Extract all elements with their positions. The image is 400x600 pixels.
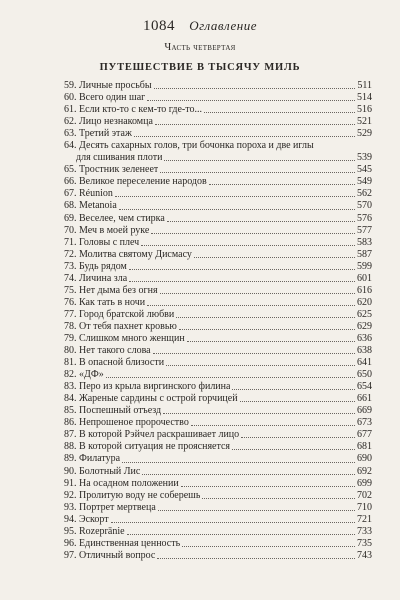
dot-leader (176, 317, 355, 318)
toc-entry-page: 721 (357, 513, 372, 525)
toc-entry (64, 417, 372, 429)
toc-entry-page: 638 (357, 345, 372, 357)
toc-entry-page: 562 (357, 188, 372, 200)
dot-leader (155, 124, 355, 125)
toc-entry-page: 511 (357, 80, 372, 91)
dot-leader (191, 425, 355, 426)
toc-entry (64, 237, 372, 249)
toc-entry-title: 94. Эскорт (64, 513, 109, 525)
toc-entry-page: 576 (357, 212, 372, 224)
toc-entry-page: 654 (357, 381, 372, 393)
toc-entry-page: 516 (357, 104, 372, 116)
toc-entry-title: 65. Тростник зеленеет (64, 164, 159, 176)
dot-leader (232, 449, 355, 450)
toc-entry-title: 95. Rozeprānie (64, 525, 125, 537)
toc-entry (64, 261, 372, 273)
toc-entry (64, 164, 372, 176)
toc-entry-title: 77. Город братской любви (64, 308, 175, 320)
toc-entry (64, 152, 372, 164)
toc-entry-title: 75. Нет дыма без огня (64, 284, 158, 296)
toc-entry-title: 96. Единственная ценность (64, 537, 181, 549)
toc-entry-page: 570 (357, 200, 372, 212)
dot-leader (164, 160, 355, 161)
toc-entry (64, 490, 372, 502)
toc-entry-page: 599 (357, 260, 372, 272)
toc-entry (64, 176, 372, 188)
toc-entry-title: 85. Поспешный отъезд (64, 405, 162, 417)
toc-entry (64, 333, 372, 345)
dot-leader (153, 353, 355, 354)
running-title: Оглавление (189, 18, 257, 33)
toc-entry (64, 466, 372, 478)
toc-entry-page: 629 (357, 320, 372, 332)
toc-entry (64, 538, 372, 550)
dot-leader (154, 88, 356, 89)
toc-entry-page: 692 (357, 465, 372, 477)
page-number: 1084 (143, 18, 175, 34)
toc-entry-page: 669 (357, 405, 372, 417)
toc-entry-page: 743 (357, 549, 372, 561)
toc-entry-page: 529 (357, 128, 372, 140)
toc-entry (64, 140, 372, 152)
toc-entry (64, 321, 372, 333)
dot-leader (182, 546, 355, 547)
toc-entry-page: 673 (357, 417, 372, 429)
toc-entry-page: 545 (357, 164, 372, 176)
dot-leader (147, 305, 355, 306)
dot-leader (147, 100, 355, 101)
dot-leader (127, 534, 355, 535)
toc-entry-title: 70. Меч в моей руке (64, 224, 150, 236)
toc-entry-page: 539 (357, 152, 372, 164)
dot-leader (141, 245, 355, 246)
running-header (0, 18, 400, 35)
toc-entry-page: 690 (357, 453, 372, 465)
toc-entry (64, 393, 372, 405)
toc-entry-title: 83. Перо из крыла виргинского филина (64, 381, 231, 393)
toc-entry (64, 405, 372, 417)
toc-entry-title: 68. Metanoia (64, 200, 117, 212)
dot-leader (232, 389, 355, 390)
toc-entry (64, 453, 372, 465)
dot-leader (163, 413, 355, 414)
toc-entry-title: 62. Лицо незнакомца (64, 116, 153, 128)
toc-entry (64, 502, 372, 514)
toc-entry-title: 82. «ДФ» (64, 369, 104, 381)
dot-leader (241, 437, 355, 438)
toc-entry-title: 69. Веселее, чем стирка (64, 212, 165, 224)
dot-leader (209, 184, 355, 185)
toc-entry-page: 583 (357, 236, 372, 248)
toc-entry-title: 86. Непрошеное пророчество (64, 417, 189, 429)
toc-entry-title: 63. Третий этаж (64, 128, 132, 140)
dot-leader (167, 221, 355, 222)
toc-entry-title: 80. Нет такого слова (64, 345, 151, 357)
toc-entry (64, 285, 372, 297)
dot-leader (160, 293, 355, 294)
toc-entry-title: 91. На осадном положении (64, 477, 179, 489)
dot-leader (166, 365, 355, 366)
toc-entry-title: 72. Молитва святому Дисмасу (64, 248, 192, 260)
toc-entry-title: 78. От тебя пахнет кровью (64, 320, 177, 332)
toc-entry-title: 90. Болотный Лис (64, 465, 141, 477)
toc-entry-title: 66. Великое переселение народов (64, 176, 207, 188)
toc-entry (64, 188, 372, 200)
toc-entry-title: 67. Réunion (64, 188, 113, 200)
toc-entry-page: 699 (357, 477, 372, 489)
toc-entry-title: 59. Личные просьбы (64, 80, 152, 91)
toc-entry-title: 71. Головы с плеч (64, 236, 140, 248)
toc-entry-page: 601 (357, 272, 372, 284)
toc-entry-title: 76. Как тать в ночи (64, 296, 146, 308)
toc-entry-title: 92. Пролитую воду не соберешь (64, 489, 201, 501)
toc-entry-page: 702 (357, 489, 372, 501)
toc-entry (64, 225, 372, 237)
dot-leader (115, 196, 355, 197)
dot-leader (181, 486, 355, 487)
dot-leader (204, 112, 355, 113)
toc-entry-page: 587 (357, 248, 372, 260)
toc-entry-page: 577 (357, 224, 372, 236)
dot-leader (194, 257, 355, 258)
part-heading: Часть четвертая (164, 42, 236, 53)
toc-entry-title: 79. Слишком много женщин (64, 332, 185, 344)
dot-leader (119, 209, 355, 210)
toc-entry-title: 61. Если кто-то с кем-то где-то... (64, 104, 203, 116)
dot-leader (142, 474, 355, 475)
dot-leader (240, 401, 355, 402)
toc-entry-page: 733 (357, 525, 372, 537)
toc-entry (64, 514, 372, 526)
toc-entry (64, 92, 372, 104)
toc-entry-title: 89. Филатура (64, 453, 121, 465)
toc-entry-page: 625 (357, 308, 372, 320)
toc-entry-page: 677 (357, 429, 372, 441)
toc-entry (64, 381, 372, 393)
toc-entry-page: 681 (357, 441, 372, 453)
toc-entry-page: 514 (357, 92, 372, 104)
toc-entry-title: 81. В опасной близости (64, 357, 165, 369)
toc-entry-page: 650 (357, 369, 372, 381)
toc-entry (64, 441, 372, 453)
toc-entry-title: для сшивания плоти (76, 152, 163, 164)
dot-leader (129, 269, 355, 270)
dot-leader (106, 377, 355, 378)
toc-entry-page: 641 (357, 357, 372, 369)
toc-entry (64, 550, 372, 562)
toc-entry-title: 87. В которой Рэйчел раскрашивает лицо (64, 429, 240, 441)
toc-entry (64, 478, 372, 490)
dot-leader (157, 558, 355, 559)
toc-entry-title: 74. Личина зла (64, 272, 128, 284)
toc-entry (64, 369, 372, 381)
toc-entry (64, 429, 372, 441)
toc-entry-page: 620 (357, 296, 372, 308)
toc-entry-title: 64. Десять сахарных голов, три бочонка пороха и две иглы (64, 140, 314, 152)
toc-entry-page: 521 (357, 116, 372, 128)
toc-entry-page: 636 (357, 332, 372, 344)
toc-entry (64, 128, 372, 140)
toc-entry-title: 93. Портрет мертвеца (64, 501, 156, 513)
dot-leader (187, 341, 355, 342)
dot-leader (160, 172, 355, 173)
toc-entry-page: 735 (357, 537, 372, 549)
toc-entry-page: 549 (357, 176, 372, 188)
dot-leader (202, 498, 355, 499)
toc-entry (64, 200, 372, 212)
toc-entry (64, 80, 372, 92)
toc-entry (64, 309, 372, 321)
dot-leader (134, 136, 355, 137)
toc-entry-title: 84. Жареные сардины с острой горчицей (64, 393, 238, 405)
toc-entry (64, 297, 372, 309)
toc-entry-title: 60. Всего один шаг (64, 92, 146, 104)
toc-entry (64, 273, 372, 285)
dot-leader (151, 233, 355, 234)
dot-leader (122, 462, 355, 463)
toc-entry (64, 249, 372, 261)
toc-entry-title: 88. В которой ситуация не проясняется (64, 441, 231, 453)
dot-leader (158, 510, 355, 511)
toc-list (64, 80, 372, 562)
dot-leader (179, 329, 355, 330)
dot-leader (111, 522, 355, 523)
toc-entry (64, 116, 372, 128)
toc-entry (64, 213, 372, 225)
toc-entry-page: 616 (357, 284, 372, 296)
toc-entry-title: 97. Отличный вопрос (64, 549, 156, 561)
toc-entry (64, 526, 372, 538)
toc-entry (64, 357, 372, 369)
section-heading: ПУТЕШЕСТВИЕ В ТЫСЯЧУ МИЛЬ (99, 62, 301, 73)
toc-entry-title: 73. Будь рядом (64, 260, 127, 272)
toc-entry (64, 345, 372, 357)
toc-entry (64, 104, 372, 116)
toc-entry-page: 710 (357, 501, 372, 513)
dot-leader (129, 281, 355, 282)
toc-entry-page: 661 (357, 393, 372, 405)
